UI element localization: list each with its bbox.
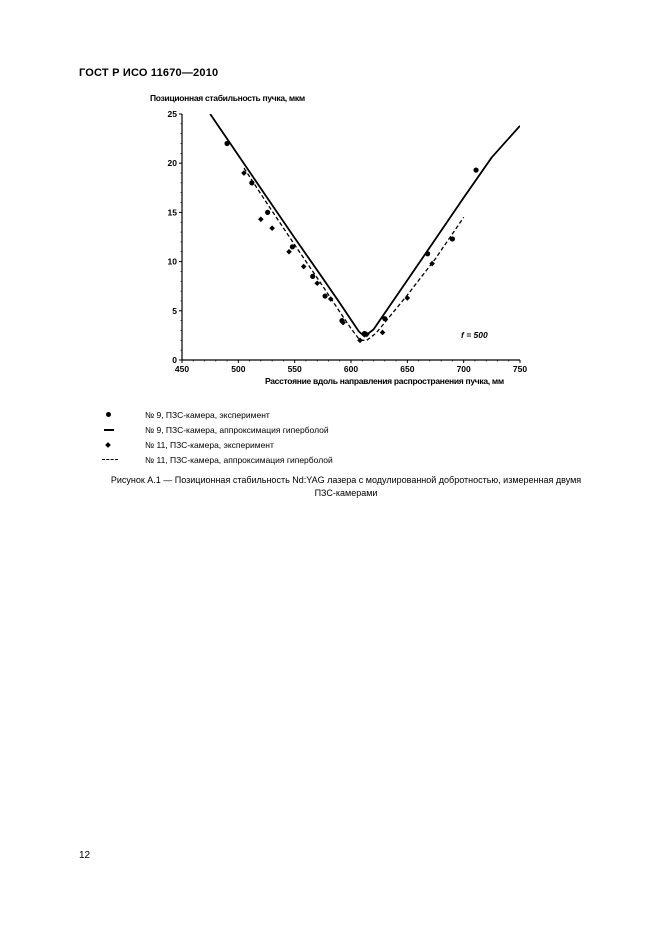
- caption-line-2: ПЗС-камерами: [314, 488, 378, 498]
- fit-curve-camera-9: [210, 114, 520, 336]
- chart-svg: [150, 88, 540, 388]
- fit-curve-camera-11: [244, 168, 464, 340]
- y-tick-label: 25: [167, 109, 177, 119]
- legend-marker-dash: [100, 459, 145, 460]
- caption-line-1: Рисунок А.1 — Позиционная стабильность Nd:YAG лазера с модулированной добротностью, измеренная двумя: [110, 475, 582, 485]
- x-axis-label: Расстояние вдоль направления распространения пучка, мм: [265, 376, 504, 386]
- legend-marker-diamond: [100, 443, 145, 447]
- legend-label: № 11, ПЗС-камера, аппроксимация гиперболой: [145, 454, 333, 465]
- x-tick-label: 700: [456, 364, 471, 374]
- x-tick-label: 750: [512, 364, 528, 374]
- x-tick-label: 500: [231, 364, 246, 374]
- data-point-camera-9: [310, 274, 315, 279]
- legend-item: [100, 452, 333, 467]
- chart-marks: [210, 114, 520, 343]
- y-tick-label: 15: [167, 207, 177, 218]
- data-point-camera-9: [322, 293, 327, 298]
- legend-marker-line: [100, 429, 145, 431]
- data-point-camera-11: [258, 216, 264, 222]
- legend-item: [100, 407, 333, 422]
- x-tick-label: 550: [287, 364, 302, 374]
- data-point-camera-11: [301, 264, 307, 270]
- legend-label: № 9, ПЗС-камера, аппроксимация гиперболой: [145, 424, 329, 435]
- legend-item: [100, 422, 333, 437]
- data-point-camera-11: [314, 280, 320, 286]
- y-tick-label: 0: [172, 355, 177, 365]
- figure-caption: [66, 474, 626, 500]
- data-point-camera-9: [473, 167, 478, 172]
- legend-marker-dot: [100, 412, 145, 417]
- data-point-camera-11: [380, 330, 386, 336]
- x-tick-label: 650: [400, 364, 415, 374]
- data-point-camera-9: [265, 210, 270, 215]
- legend-label: № 9, ПЗС-камера, эксперимент: [145, 409, 270, 420]
- y-tick-label: 20: [167, 158, 177, 169]
- y-axis-label: Позиционная стабильность пучка, мкм: [150, 93, 305, 103]
- y-tick-label: 5: [172, 305, 177, 316]
- data-point-camera-11: [286, 249, 292, 255]
- page-number: 12: [79, 850, 91, 861]
- y-tick-label: 10: [167, 256, 177, 267]
- data-point-camera-11: [269, 225, 275, 231]
- x-tick-label: 600: [343, 364, 359, 374]
- figure-chart: [150, 88, 540, 388]
- legend-label: № 11, ПЗС-камера, эксперимент: [145, 439, 274, 450]
- chart-legend: [100, 407, 333, 467]
- document-header: ГОСТ Р ИСО 11670—2010: [79, 67, 219, 79]
- focal-length-annotation: f = 500: [461, 330, 488, 340]
- x-tick-label: 450: [174, 364, 190, 374]
- legend-item: [100, 437, 333, 452]
